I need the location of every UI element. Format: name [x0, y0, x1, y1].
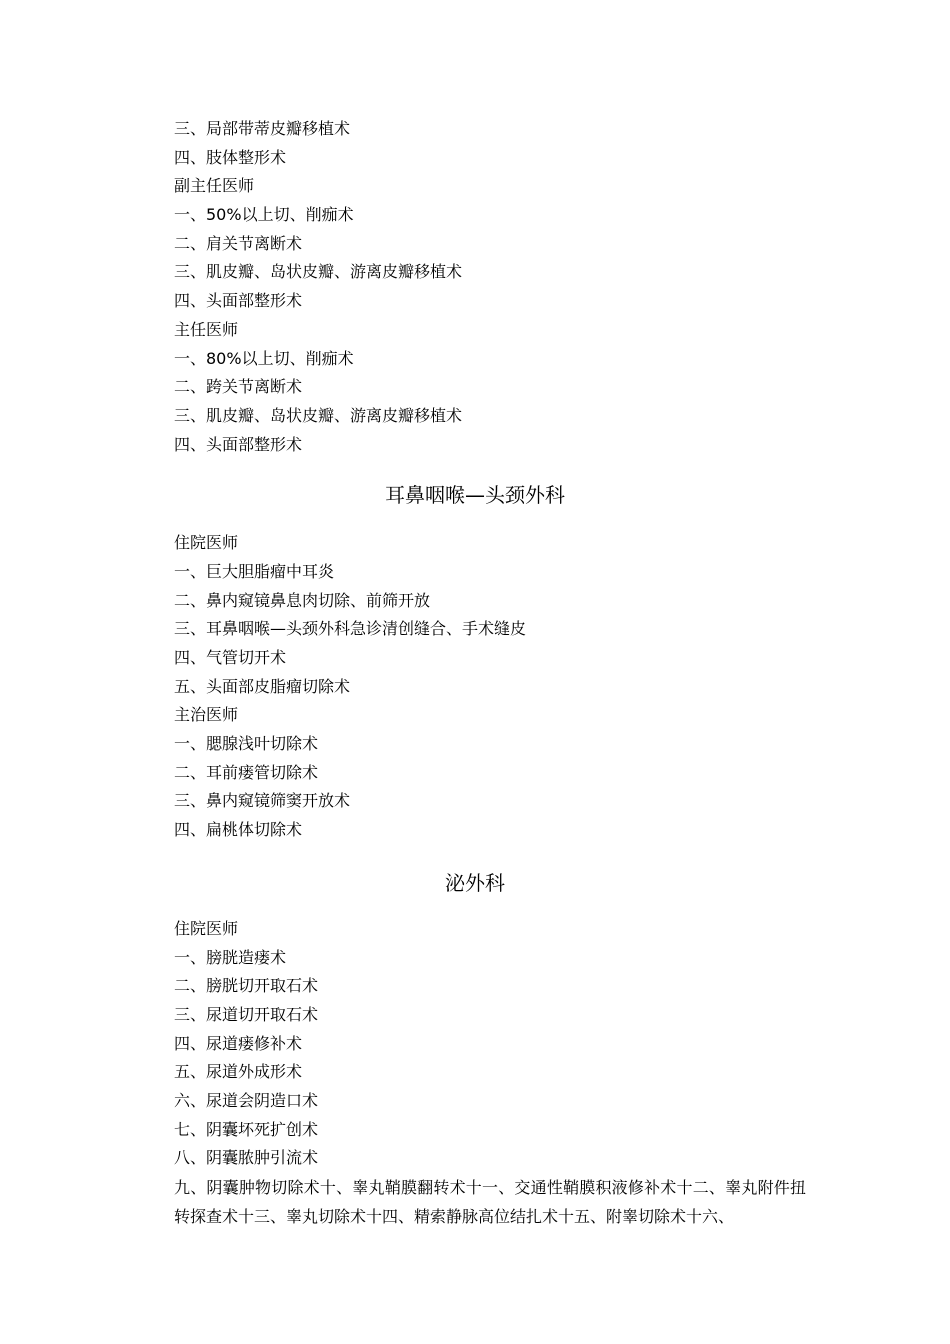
list-item: 四、头面部整形术 [174, 434, 303, 454]
text-column [174, 115, 814, 1231]
list-item: 二、跨关节离断术 [174, 377, 303, 397]
section-title-ent: 耳鼻咽喉—头颈外科 [385, 483, 565, 508]
list-item: 一、巨大胆脂瘤中耳炎 [174, 561, 335, 581]
list-item: 四、气管切开术 [174, 648, 287, 667]
list-item: 一、膀胱造瘘术 [174, 947, 287, 967]
role-heading: 住院医师 [174, 533, 239, 553]
list-item: 四、扁桃体切除术 [174, 820, 303, 840]
role-heading: 副主任医师 [174, 176, 255, 196]
list-item: 二、鼻内窥镜鼻息肉切除、前筛开放 [174, 590, 431, 610]
section-title-urology: 泌外科 [445, 870, 505, 895]
list-item: 六、尿道会阴造口术 [174, 1090, 319, 1110]
list-item: 五、头面部皮脂瘤切除术 [174, 676, 351, 696]
list-item: 三、肌皮瓣、岛状皮瓣、游离皮瓣移植术 [174, 405, 463, 425]
list-item: 五、尿道外成形术 [174, 1062, 303, 1082]
list-item: 三、局部带蒂皮瓣移植术 [174, 119, 351, 138]
list-item: 四、头面部整形术 [174, 291, 303, 311]
list-item: 二、耳前瘘管切除术 [174, 762, 319, 782]
list-item: 三、尿道切开取石术 [174, 1004, 319, 1024]
list-item: 三、鼻内窥镜筛窦开放术 [174, 791, 351, 811]
list-item: 三、肌皮瓣、岛状皮瓣、游离皮瓣移植术 [174, 262, 463, 282]
list-item: 一、80%以上切、削痂术 [174, 348, 354, 368]
list-item: 二、膀胱切开取石术 [174, 976, 319, 996]
list-item: 一、50%以上切、削痂术 [174, 205, 354, 225]
list-item: 一、腮腺浅叶切除术 [174, 734, 319, 754]
ent-surgery-list [174, 529, 814, 845]
burn-surgery-list [174, 115, 814, 459]
role-heading: 住院医师 [174, 918, 239, 938]
list-item: 二、肩关节离断术 [174, 233, 303, 253]
list-item: 三、耳鼻咽喉—头颈外科急诊清创缝合、手术缝皮 [174, 619, 527, 639]
list-item: 四、尿道瘘修补术 [174, 1033, 303, 1053]
role-heading: 主治医师 [174, 705, 239, 725]
urology-surgery-list [174, 915, 814, 1231]
list-item: 八、阴囊脓肿引流术 [174, 1148, 319, 1168]
role-heading: 主任医师 [174, 319, 239, 339]
list-item: 四、肢体整形术 [174, 147, 287, 167]
list-item: 七、阴囊坏死扩创术 [174, 1119, 319, 1139]
run-on-paragraph: 九、阴囊肿物切除术十、睾丸鞘膜翻转术十一、交通性鞘膜积液修补术十二、睾丸附件扭转探查术十三、睾丸切除术十四、精索静脉高位结扎术十五、附睾切除术十六、 [174, 1178, 806, 1226]
